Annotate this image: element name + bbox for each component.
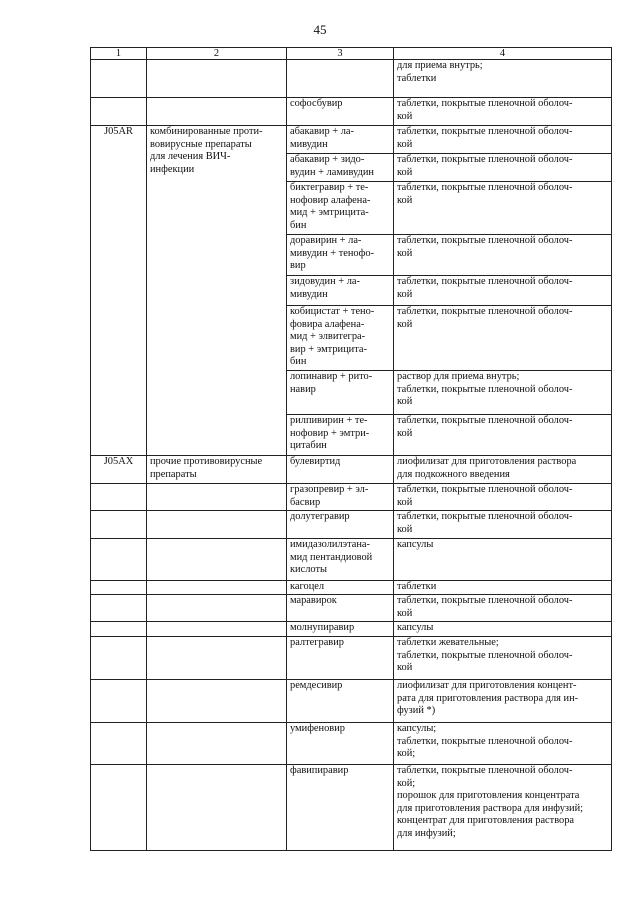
form-cell: таблетки, покрытые пленочной оболоч- кой xyxy=(394,484,612,511)
atc-code-cell xyxy=(91,723,147,765)
group-cell xyxy=(147,60,287,98)
drug-cell: кобицистат + тено- фовира алафена- мид + элвитегра- вир + эмтрицита- бин xyxy=(287,306,394,371)
table-row xyxy=(91,539,612,581)
drug-cell: гразопревир + эл- басвир xyxy=(287,484,394,511)
atc-code-cell xyxy=(91,765,147,851)
form-cell: таблетки, покрытые пленочной оболоч- кой xyxy=(394,235,612,276)
drug-cell: кагоцел xyxy=(287,581,394,595)
table-row xyxy=(91,456,612,484)
atc-code-cell: J05AR xyxy=(91,126,147,456)
form-cell: таблетки, покрытые пленочной оболоч- кой xyxy=(394,415,612,456)
form-cell: таблетки, покрытые пленочной оболоч- кой xyxy=(394,98,612,126)
drug-cell: биктегравир + те- нофовир алафена- мид + эмтрицита- бин xyxy=(287,182,394,235)
drug-cell: абакавир + зидо- вудин + ламивудин xyxy=(287,154,394,182)
form-cell: лиофилизат для приготовления концент- рата для приготовления раствора для ин- фузий *) xyxy=(394,680,612,723)
group-cell xyxy=(147,98,287,126)
table-row xyxy=(91,60,612,98)
form-cell: таблетки, покрытые пленочной оболоч- кой xyxy=(394,182,612,235)
column-header: 2 xyxy=(147,48,287,60)
table-row xyxy=(91,484,612,511)
form-cell: таблетки, покрытые пленочной оболоч- кой xyxy=(394,154,612,182)
column-header: 4 xyxy=(394,48,612,60)
form-cell: для приема внутрь; таблетки xyxy=(394,60,612,98)
form-cell: капсулы; таблетки, покрытые пленочной оболоч- кой; xyxy=(394,723,612,765)
atc-code-cell xyxy=(91,622,147,637)
drug-cell: маравирок xyxy=(287,595,394,622)
drug-cell: имидазолилэтана- мид пентандиовой кислоты xyxy=(287,539,394,581)
form-cell: таблетки, покрытые пленочной оболоч- кой xyxy=(394,306,612,371)
table-header-row xyxy=(91,48,612,60)
form-cell: капсулы xyxy=(394,539,612,581)
group-cell xyxy=(147,484,287,511)
drug-cell: лопинавир + рито- навир xyxy=(287,371,394,415)
drug-cell: рилпивирин + те- нофовир + эмтри- цитабин xyxy=(287,415,394,456)
atc-code-cell xyxy=(91,511,147,539)
atc-code-cell xyxy=(91,637,147,680)
form-cell: раствор для приема внутрь; таблетки, покрытые пленочной оболоч- кой xyxy=(394,371,612,415)
table-row xyxy=(91,581,612,595)
table-row xyxy=(91,622,612,637)
drug-table xyxy=(90,47,612,851)
drug-cell: абакавир + ла- мивудин xyxy=(287,126,394,154)
drug-cell: долутегравир xyxy=(287,511,394,539)
group-cell xyxy=(147,539,287,581)
form-cell: таблетки xyxy=(394,581,612,595)
group-cell xyxy=(147,765,287,851)
group-cell xyxy=(147,511,287,539)
page-number: 45 xyxy=(313,22,327,37)
table-row xyxy=(91,723,612,765)
drug-cell: молнупиравир xyxy=(287,622,394,637)
drug-cell: зидовудин + ла- мивудин xyxy=(287,276,394,306)
drug-cell: булевиртид xyxy=(287,456,394,484)
table-row xyxy=(91,98,612,126)
atc-code-cell: J05AX xyxy=(91,456,147,484)
drug-cell: умифеновир xyxy=(287,723,394,765)
table-row xyxy=(91,595,612,622)
atc-code-cell xyxy=(91,595,147,622)
group-cell: прочие противовирусные препараты xyxy=(147,456,287,484)
atc-code-cell xyxy=(91,98,147,126)
group-cell xyxy=(147,595,287,622)
atc-code-cell xyxy=(91,680,147,723)
atc-code-cell xyxy=(91,484,147,511)
form-cell: таблетки, покрытые пленочной оболоч- кой xyxy=(394,276,612,306)
atc-code-cell xyxy=(91,581,147,595)
form-cell: капсулы xyxy=(394,622,612,637)
atc-code-cell xyxy=(91,60,147,98)
group-cell xyxy=(147,637,287,680)
group-cell xyxy=(147,723,287,765)
table-row xyxy=(91,680,612,723)
table-row xyxy=(91,765,612,851)
form-cell: таблетки, покрытые пленочной оболоч- кой; порошок для приготовления концентрата для приготовления раствора для инфузий; концентрат для приготовления раствора для инфузий; xyxy=(394,765,612,851)
column-header: 3 xyxy=(287,48,394,60)
drug-cell: ралтегравир xyxy=(287,637,394,680)
drug-cell: фавипиравир xyxy=(287,765,394,851)
form-cell: лиофилизат для приготовления раствора для подкожного введения xyxy=(394,456,612,484)
group-cell: комбинированные проти- вовирусные препараты для лечения ВИЧ- инфекции xyxy=(147,126,287,456)
drug-cell xyxy=(287,60,394,98)
atc-code-cell xyxy=(91,539,147,581)
drug-cell: софосбувир xyxy=(287,98,394,126)
form-cell: таблетки, покрытые пленочной оболоч- кой xyxy=(394,511,612,539)
table-row xyxy=(91,637,612,680)
group-cell xyxy=(147,581,287,595)
form-cell: таблетки, покрытые пленочной оболоч- кой xyxy=(394,595,612,622)
column-header: 1 xyxy=(91,48,147,60)
drug-cell: доравирин + ла- мивудин + тенофо- вир xyxy=(287,235,394,276)
drug-cell: ремдесивир xyxy=(287,680,394,723)
table-row xyxy=(91,511,612,539)
group-cell xyxy=(147,680,287,723)
table-row xyxy=(91,126,612,154)
form-cell: таблетки, покрытые пленочной оболоч- кой xyxy=(394,126,612,154)
form-cell: таблетки жевательные; таблетки, покрытые пленочной оболоч- кой xyxy=(394,637,612,680)
group-cell xyxy=(147,622,287,637)
